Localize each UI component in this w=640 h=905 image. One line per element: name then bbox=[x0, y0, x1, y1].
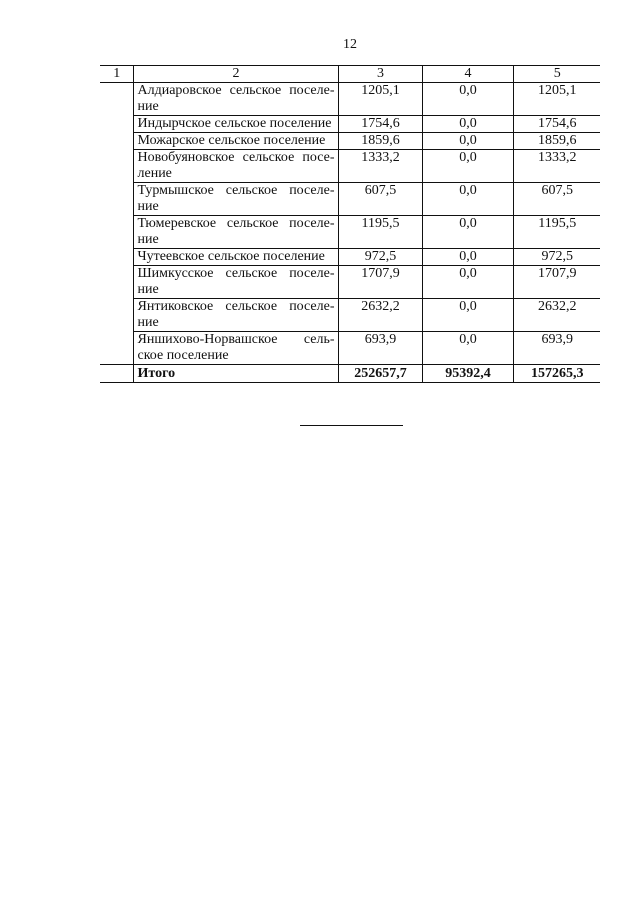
settlement-name-cell bbox=[133, 332, 338, 365]
column-header-1: 1 bbox=[100, 66, 133, 83]
value-col4: 0,0 bbox=[422, 116, 513, 133]
settlement-name-line: Янтиковское сельское поселе- bbox=[137, 299, 335, 314]
value-col3: 972,5 bbox=[338, 249, 422, 266]
table-row bbox=[100, 299, 600, 332]
settlement-name-line: ское поселение bbox=[137, 348, 229, 363]
table-body bbox=[100, 83, 600, 365]
settlements-table bbox=[100, 65, 600, 383]
value-col4: 0,0 bbox=[422, 150, 513, 183]
value-col4: 0,0 bbox=[422, 83, 513, 116]
value-col5: 1859,6 bbox=[513, 133, 600, 150]
value-col4: 0,0 bbox=[422, 299, 513, 332]
settlement-name-line: ние bbox=[137, 315, 159, 330]
value-col3: 1333,2 bbox=[338, 150, 422, 183]
value-col3: 1859,6 bbox=[338, 133, 422, 150]
total-value-col5: 157265,3 bbox=[513, 365, 600, 383]
value-col5: 2632,2 bbox=[513, 299, 600, 332]
table-row bbox=[100, 116, 600, 133]
value-col5: 1707,9 bbox=[513, 266, 600, 299]
column-header-2: 2 bbox=[133, 66, 338, 83]
value-col3: 693,9 bbox=[338, 332, 422, 365]
settlement-name-cell bbox=[133, 249, 338, 266]
value-col3: 1205,1 bbox=[338, 83, 422, 116]
settlement-name-line: ние bbox=[137, 99, 159, 114]
settlement-name-cell bbox=[133, 116, 338, 133]
table-row bbox=[100, 216, 600, 249]
total-row bbox=[100, 365, 600, 383]
value-col5: 1754,6 bbox=[513, 116, 600, 133]
page-number: 12 bbox=[343, 37, 357, 52]
settlement-name-cell bbox=[133, 83, 338, 116]
settlement-name-line: Можарское сельское поселение bbox=[137, 133, 326, 148]
value-col4: 0,0 bbox=[422, 332, 513, 365]
total-empty-cell bbox=[100, 365, 133, 383]
settlement-name-cell bbox=[133, 183, 338, 216]
table-row bbox=[100, 332, 600, 365]
table-header-row bbox=[100, 66, 600, 83]
value-col4: 0,0 bbox=[422, 249, 513, 266]
column-header-5: 5 bbox=[513, 66, 600, 83]
value-col4: 0,0 bbox=[422, 216, 513, 249]
column-header-4: 4 bbox=[422, 66, 513, 83]
settlement-name-cell bbox=[133, 150, 338, 183]
settlement-name-line: ние bbox=[137, 199, 159, 214]
value-col3: 607,5 bbox=[338, 183, 422, 216]
table-row bbox=[100, 150, 600, 183]
column1-merged-cell bbox=[100, 83, 133, 365]
total-label: Итого bbox=[133, 365, 338, 383]
value-col5: 1195,5 bbox=[513, 216, 600, 249]
settlement-name-line: ление bbox=[137, 166, 172, 181]
settlement-name-line: ние bbox=[137, 232, 159, 247]
separator-line bbox=[300, 425, 403, 426]
settlement-name-line: Индырчское сельское поселение bbox=[137, 116, 332, 131]
table-head bbox=[100, 66, 600, 83]
total-value-col4: 95392,4 bbox=[422, 365, 513, 383]
settlement-name-line: ние bbox=[137, 282, 159, 297]
value-col5: 693,9 bbox=[513, 332, 600, 365]
settlement-name-line: Турмышское сельское поселе- bbox=[137, 183, 335, 198]
settlement-name-line: Алдиаровское сельское поселе- bbox=[137, 83, 335, 98]
settlement-name-line: Яншихово-Норвашское сель- bbox=[137, 332, 335, 347]
settlement-name-line: Чутеевское сельское поселение bbox=[137, 249, 325, 264]
table-row bbox=[100, 249, 600, 266]
settlement-name-cell bbox=[133, 133, 338, 150]
table-row bbox=[100, 83, 600, 116]
table-row bbox=[100, 266, 600, 299]
total-value-col3: 252657,7 bbox=[338, 365, 422, 383]
table-row bbox=[100, 183, 600, 216]
value-col4: 0,0 bbox=[422, 266, 513, 299]
value-col5: 1205,1 bbox=[513, 83, 600, 116]
settlement-name-line: Тюмеревское сельское поселе- bbox=[137, 216, 335, 231]
settlement-name-cell bbox=[133, 216, 338, 249]
column-header-3: 3 bbox=[338, 66, 422, 83]
value-col3: 1707,9 bbox=[338, 266, 422, 299]
value-col3: 1195,5 bbox=[338, 216, 422, 249]
settlement-name-line: Шимкусское сельское поселе- bbox=[137, 266, 335, 281]
settlement-name-line: Новобуяновское сельское посе- bbox=[137, 150, 335, 165]
table-foot bbox=[100, 365, 600, 383]
value-col5: 972,5 bbox=[513, 249, 600, 266]
settlement-name-cell bbox=[133, 266, 338, 299]
value-col4: 0,0 bbox=[422, 133, 513, 150]
value-col3: 1754,6 bbox=[338, 116, 422, 133]
value-col4: 0,0 bbox=[422, 183, 513, 216]
value-col5: 607,5 bbox=[513, 183, 600, 216]
settlement-name-cell bbox=[133, 299, 338, 332]
value-col3: 2632,2 bbox=[338, 299, 422, 332]
value-col5: 1333,2 bbox=[513, 150, 600, 183]
table-row bbox=[100, 133, 600, 150]
